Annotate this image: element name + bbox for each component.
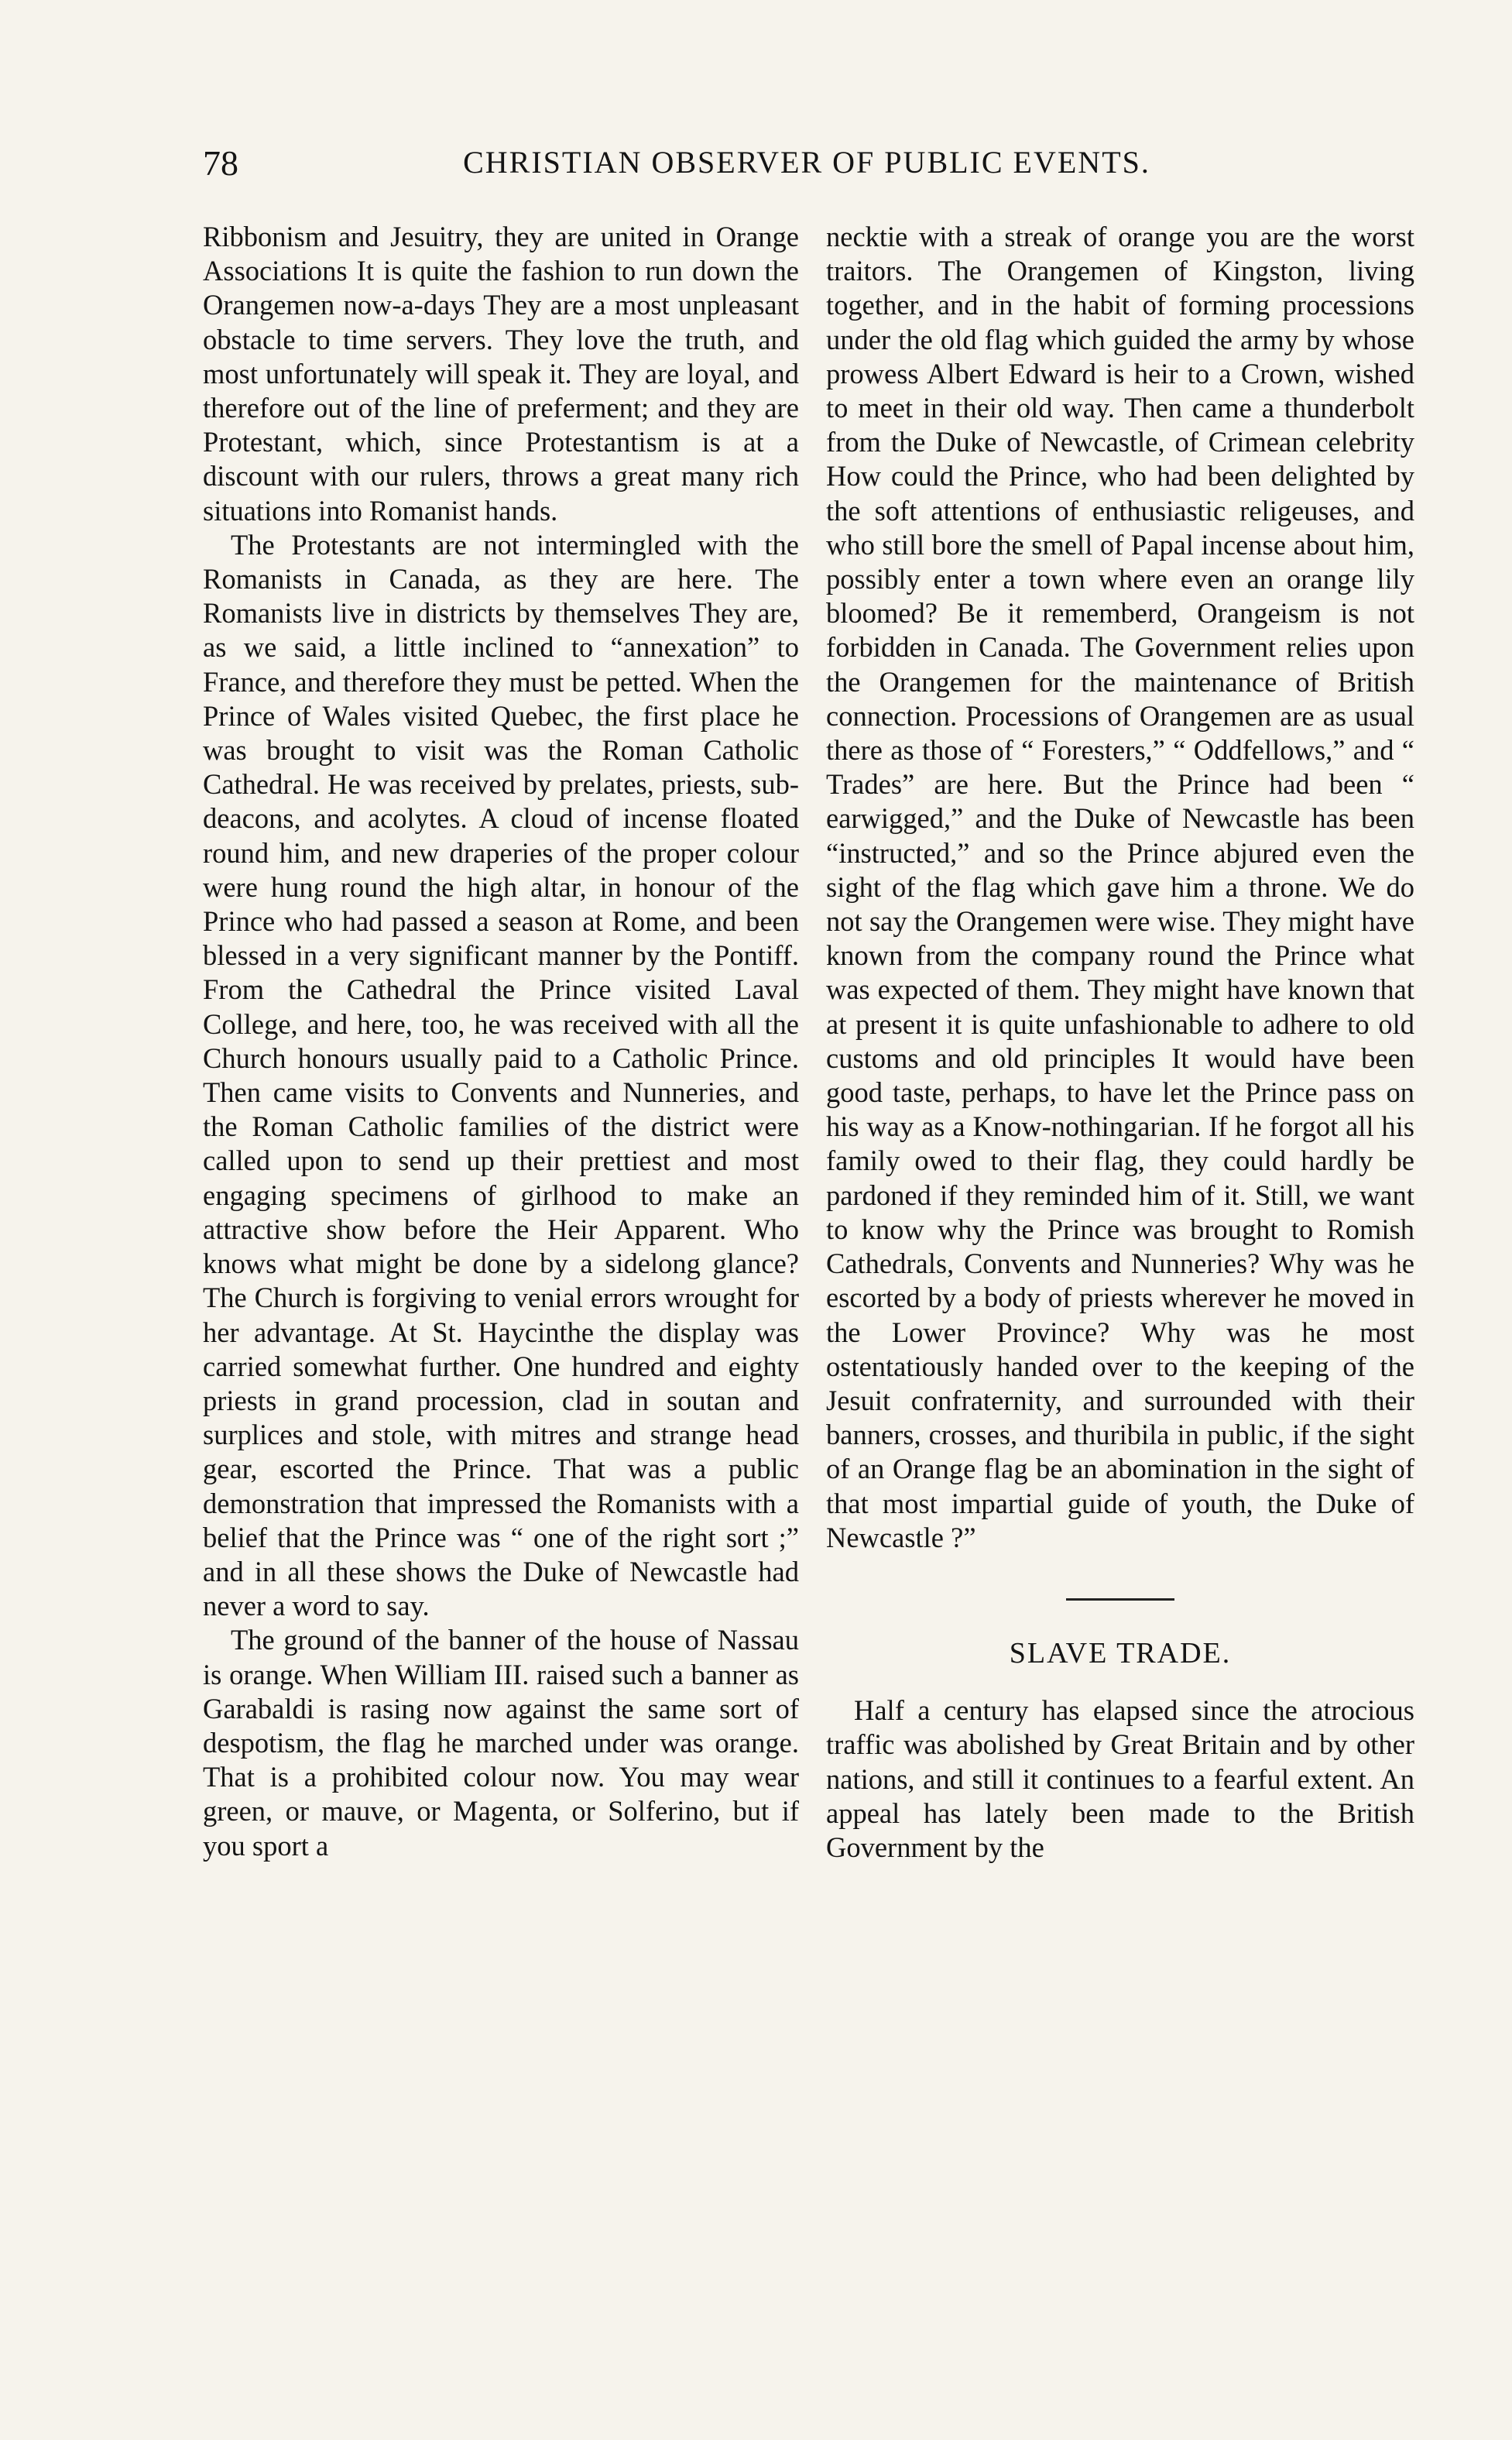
paragraph: Half a century has elapsed since the atrocious traffic was abolished by Great Britain and by other nations, and still it continues to a fearful extent. An appeal has lately been made to the British Government by the: [826, 1694, 1414, 1863]
section-divider: [1066, 1598, 1174, 1601]
page-header: [203, 142, 1411, 189]
paragraph: The Protestants are not intermingled with the Romanists in Canada, as they are here. The Romanists live in districts by themselves They are, as we said, a little inclined to “annexation” to France, and therefore they must be petted. When the Prince of Wales visited Quebec, the first place he was brought to visit was the Roman Catholic Cathedral. He was received by prelates, priests, sub-deacons, and acolytes. A cloud of incense floated round him, and new draperies of the proper colour were hung round the high altar, in honour of the Prince who had passed a season at Rome, and been blessed in a very significant manner by the Pontiff. From the Cathedral the Prince visited Laval College, and here, too, he was received with all the Church honours usually paid to a Catholic Prince. Then came visits to Convents and Nunneries, and the Roman Catholic families of the district were called upon to send up their prettiest and most engaging specimens of girlhood to make an attractive show before the Heir Apparent. Who knows what might be done by a sidelong glance? The Church is forgiving to venial errors wrought for her advantage. At St. Haycinthe the display was carried somewhat further. One hundred and eighty priests in grand procession, clad in soutan and surplices and stole, with mitres and strange head gear, escorted the Prince. That was a public demonstration that impressed the Romanists with a belief that the Prince was “ one of the right sort ;” and in all these shows the Duke of Newcastle had never a word to say.: [203, 528, 799, 1622]
paragraph: The ground of the banner of the house of Nassau is orange. When William III. raised such a banner as Garabaldi is rasing now against the same sort of despotism, the flag he marched under was orange. That is a prohibited colour now. You may wear green, or mauve, or Magenta, or Solferino, but if you sport a: [203, 1624, 799, 1862]
left-column: [203, 220, 799, 1863]
running-head: CHRISTIAN OBSERVER OF PUBLIC EVENTS.: [463, 145, 1150, 180]
right-column: [826, 220, 1414, 1865]
page-number: 78: [203, 143, 238, 183]
paragraph: necktie with a streak of orange you are the worst traitors. The Orangemen of Kingston, living together, and in the habit of forming processions under the old flag which guided the army by whose prowess Albert Edward is heir to a Crown, wished to meet in their old way. Then came a thunderbolt from the Duke of Newcastle, of Crimean celebrity How could the Prince, who had been delighted by the soft attentions of enthusiastic religeuses, and who still bore the smell of Papal incense about him, possibly enter a town where even an orange lily bloomed? Be it rememberd, Orangeism is not forbidden in Canada. The Government relies upon the Orangemen for the maintenance of British connection. Processions of Orangemen are as usual there as those of “ Foresters,” “ Oddfellows,” and “ Trades” are here. But the Prince had been “ earwigged,” and the Duke of Newcastle has been “instructed,” and so the Prince abjured even the sight of the flag which gave him a throne. We do not say the Orangemen were wise. They might have known from the company round the Prince what was expected of them. They might have known that at present it is quite unfashionable to adhere to old customs and old principles It would have been good taste, perhaps, to have let the Prince pass on his way as a Know-nothingarian. If he forgot all his family owed to their flag, they could hardly be pardoned if they reminded him of it. Still, we want to know why the Prince was brought to Romish Cathedrals, Convents and Nunneries? Why was he escorted by a body of priests wherever he moved in the Lower Province? Why was he most ostentatiously handed over to the keeping of the Jesuit confraternity, and surrounded with their banners, crosses, and thuribila in public, if the sight of an Orange flag be an abomination in the sight of that most impartial guide of youth, the Duke of Newcastle ?”: [826, 221, 1414, 1553]
paragraph: Ribbonism and Jesuitry, they are united in Orange Associations It is quite the fashion to run down the Orangemen now-a-days They are a most unpleasant obstacle to time servers. They love the truth, and most unfortunately will speak it. They are loyal, and therefore out of the line of preferment; and they are Protestant, which, since Protestantism is at a discount with our rulers, throws a great many rich situations into Romanist hands.: [203, 221, 799, 527]
section-title: SLAVE TRADE.: [1009, 1636, 1232, 1670]
